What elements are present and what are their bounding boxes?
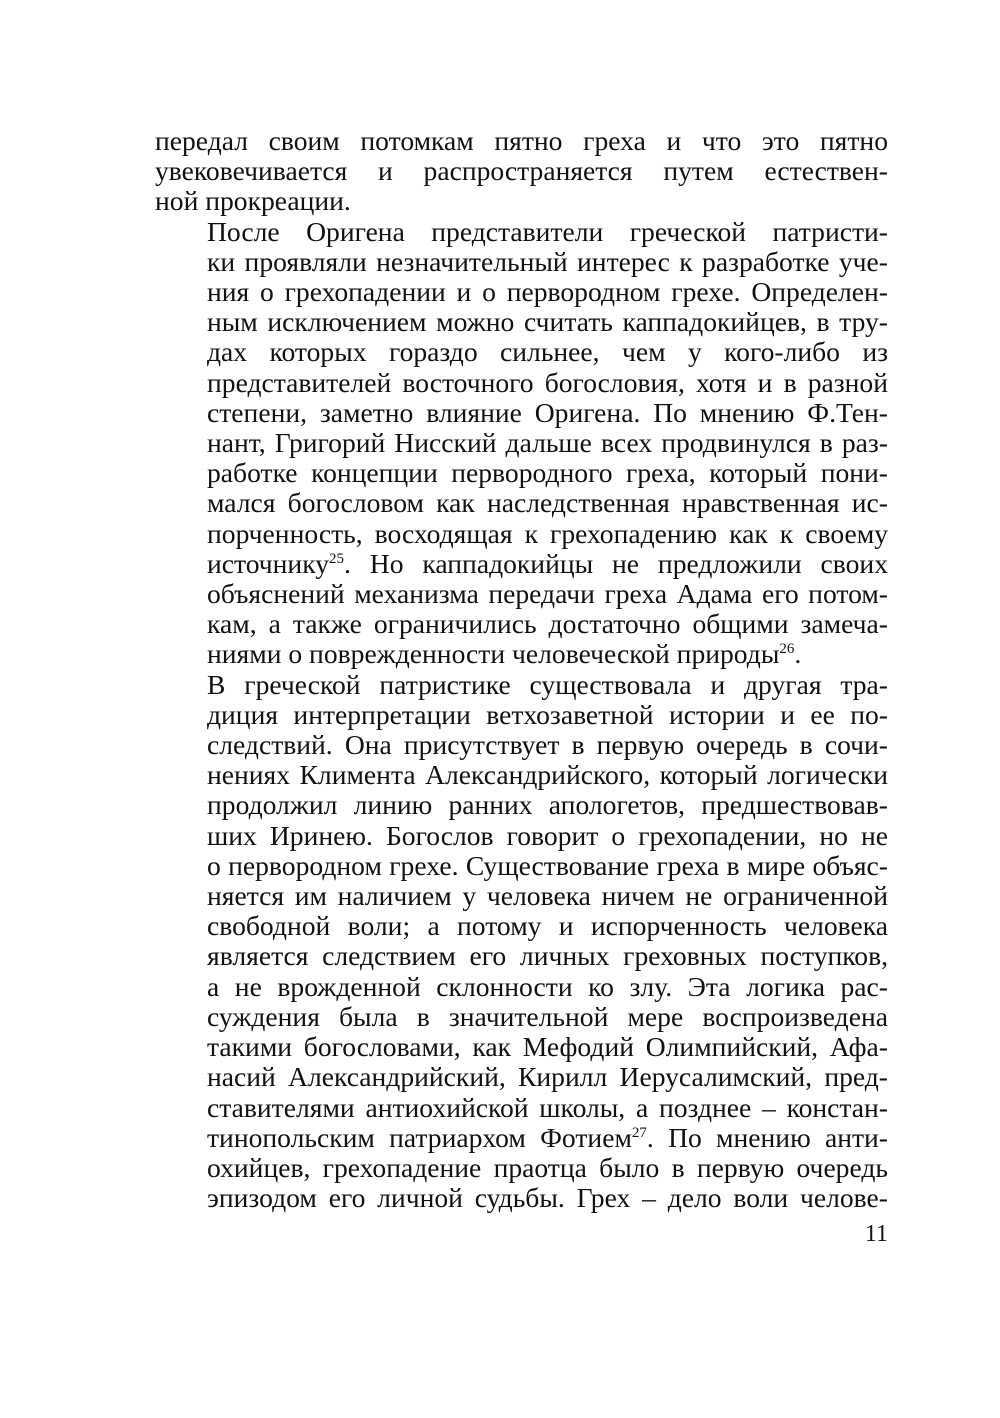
text-line: няется им наличием у человека ничем не ограниченной <box>207 880 888 912</box>
text-line: работке концепции первородного греха, который пони- <box>207 457 888 489</box>
text-fragment: тинопольским патриархом Фотием <box>207 1121 632 1153</box>
text-line: ным исключением можно считать каппадокийцев, в тру- <box>207 306 888 338</box>
text-line: ших Иринею. Богослов говорит о грехопадении, но не <box>207 819 888 851</box>
text-line: степени, заметно влияние Оригена. По мнению Ф.Тен- <box>207 396 888 428</box>
text-line-with-footnote <box>155 549 888 579</box>
paragraph-2 <box>155 217 888 670</box>
text-line: нениях Климента Александрийского, который логически <box>207 759 888 791</box>
text-line: а не врожденной склонности ко злу. Эта логика рас- <box>207 970 888 1002</box>
text-line: объяснений механизма передачи греха Адама его потом- <box>207 578 888 610</box>
text-line: диция интерпретации ветхозаветной истории и ее по- <box>207 698 888 730</box>
text-line: такими богословами, как Мефодий Олимпийский, Афа- <box>207 1031 888 1063</box>
text-line: о первородном грехе. Существование греха в мире объяс- <box>207 849 888 881</box>
footnote-ref-26[interactable]: 26 <box>779 641 795 658</box>
text-line: передал своим потомкам пятно греха и что это пятно <box>155 125 888 156</box>
text-fragment: . По мнению анти- <box>646 1121 888 1153</box>
text-fragment: ниями о поврежденности человеческой природы <box>207 638 780 670</box>
page-number: 11 <box>864 1221 888 1247</box>
text-fragment: источнику <box>207 547 330 579</box>
text-line-with-footnote <box>155 1123 888 1153</box>
text-line: кам, а также ограничились достаточно общими замеча- <box>207 608 888 640</box>
text-line: следствий. Она присутствует в первую очередь в сочи- <box>207 729 888 761</box>
text-line: ной прокреации. <box>155 185 351 217</box>
text-fragment: . <box>794 638 802 670</box>
text-line: продолжил линию ранних апологетов, предшествовав- <box>207 789 888 821</box>
text-line: увековечивается и распространяется путем естествен- <box>155 155 888 187</box>
paragraph-3 <box>155 670 888 1214</box>
footnote-ref-27[interactable]: 27 <box>631 1124 647 1141</box>
text-line: ки проявляли незначительный интерес к разработке уче- <box>207 245 888 277</box>
text-line: мался богословом как наследственная нравственная ис- <box>207 487 888 519</box>
text-line: ния о грехопадении и о первородном грехе. Определен- <box>207 276 888 308</box>
text-line: является следствием его личных греховных поступков, <box>207 940 888 972</box>
footnote-ref-25[interactable]: 25 <box>329 550 345 567</box>
text-line: В греческой патристике существовала и другая тра- <box>207 668 888 700</box>
text-line: нант, Григорий Нисский дальше всех продвинулся в раз- <box>207 427 888 459</box>
text-line: суждения была в значительной мере воспроизведена <box>207 1000 888 1032</box>
paragraph-1 <box>155 126 888 217</box>
text-line: представителей восточного богословия, хотя и в разной <box>207 366 888 398</box>
text-line: охийцев, грехопадение праотца было в первую очередь <box>207 1151 888 1183</box>
text-line: дах которых гораздо сильнее, чем у кого-либо из <box>207 336 888 368</box>
text-line: свободной воли; а потому и испорченность человека <box>207 910 888 942</box>
text-line: ставителями антиохийской школы, а позднее – констан- <box>207 1091 888 1123</box>
text-fragment: . Но каппадокийцы не предложили своих <box>344 547 888 579</box>
body-text <box>155 126 888 1213</box>
text-line: насий Александрийский, Кирилл Иерусалимский, пред- <box>207 1061 888 1093</box>
text-line: порченность, восходящая к грехопадению как к своему <box>207 517 888 549</box>
text-line-with-footnote <box>155 639 888 669</box>
text-line: После Оригена представители греческой патристи- <box>207 215 888 247</box>
text-line: эпизодом его личной судьбы. Грех – дело воли челове- <box>207 1182 888 1214</box>
